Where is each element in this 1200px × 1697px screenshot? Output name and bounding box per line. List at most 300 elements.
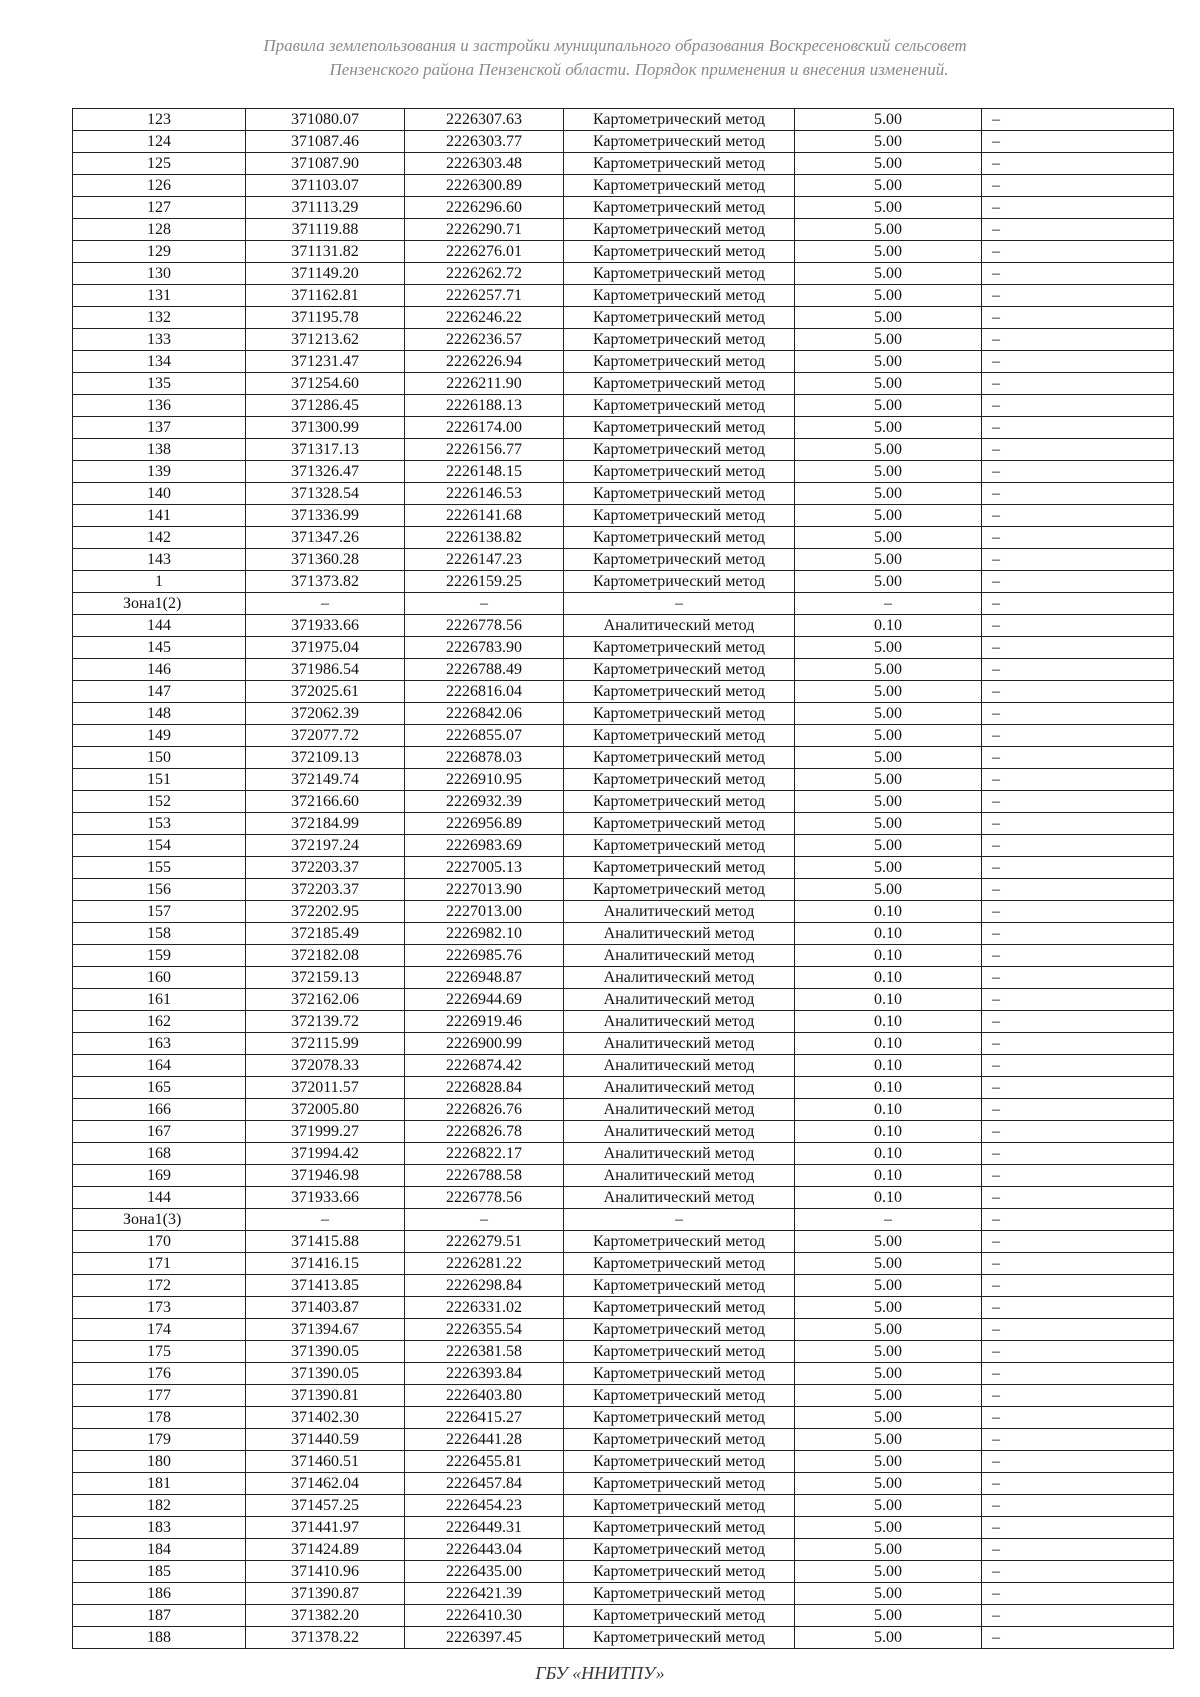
cell-y-coordinate: 2226300.89 bbox=[405, 175, 564, 197]
cell-note: – bbox=[982, 351, 1174, 373]
cell-note: – bbox=[982, 813, 1174, 835]
cell-note: – bbox=[982, 1495, 1174, 1517]
cell-point-number: 162 bbox=[73, 1011, 246, 1033]
cell-note: – bbox=[982, 1385, 1174, 1407]
cell-x-coordinate: 372166.60 bbox=[246, 791, 405, 813]
cell-accuracy: 5.00 bbox=[795, 307, 982, 329]
table-row bbox=[73, 1385, 1174, 1407]
cell-note: – bbox=[982, 219, 1174, 241]
cell-method: Аналитический метод bbox=[564, 1099, 795, 1121]
cell-y-coordinate: 2226303.48 bbox=[405, 153, 564, 175]
cell-point-number: 127 bbox=[73, 197, 246, 219]
cell-point-number: 156 bbox=[73, 879, 246, 901]
cell-x-coordinate: 371286.45 bbox=[246, 395, 405, 417]
cell-x-coordinate: 371254.60 bbox=[246, 373, 405, 395]
cell-note: – bbox=[982, 989, 1174, 1011]
cell-method: Аналитический метод bbox=[564, 1033, 795, 1055]
cell-method: Картометрический метод bbox=[564, 1275, 795, 1297]
cell-x-coordinate: – bbox=[246, 593, 405, 615]
table-row bbox=[73, 1275, 1174, 1297]
cell-x-coordinate: 371460.51 bbox=[246, 1451, 405, 1473]
cell-accuracy: 5.00 bbox=[795, 1407, 982, 1429]
cell-method: Картометрический метод bbox=[564, 1517, 795, 1539]
cell-x-coordinate: 372159.13 bbox=[246, 967, 405, 989]
cell-point-number: 176 bbox=[73, 1363, 246, 1385]
table-row bbox=[73, 263, 1174, 285]
cell-y-coordinate: 2226441.28 bbox=[405, 1429, 564, 1451]
cell-method: Картометрический метод bbox=[564, 1363, 795, 1385]
cell-method: Картометрический метод bbox=[564, 153, 795, 175]
cell-x-coordinate: 372011.57 bbox=[246, 1077, 405, 1099]
cell-note: – bbox=[982, 901, 1174, 923]
table-row bbox=[73, 395, 1174, 417]
cell-y-coordinate: 2226982.10 bbox=[405, 923, 564, 945]
table-row bbox=[73, 1451, 1174, 1473]
cell-accuracy: 5.00 bbox=[795, 197, 982, 219]
cell-accuracy: 5.00 bbox=[795, 505, 982, 527]
cell-y-coordinate: 2226778.56 bbox=[405, 615, 564, 637]
cell-point-number: 151 bbox=[73, 769, 246, 791]
cell-method: Картометрический метод bbox=[564, 285, 795, 307]
cell-point-number: 170 bbox=[73, 1231, 246, 1253]
cell-x-coordinate: 371975.04 bbox=[246, 637, 405, 659]
cell-point-number: 181 bbox=[73, 1473, 246, 1495]
cell-method: – bbox=[564, 593, 795, 615]
cell-method: Картометрический метод bbox=[564, 725, 795, 747]
cell-y-coordinate: – bbox=[405, 593, 564, 615]
cell-method: Картометрический метод bbox=[564, 241, 795, 263]
cell-x-coordinate: 372182.08 bbox=[246, 945, 405, 967]
cell-note: – bbox=[982, 659, 1174, 681]
cell-y-coordinate: 2226855.07 bbox=[405, 725, 564, 747]
cell-y-coordinate: 2226822.17 bbox=[405, 1143, 564, 1165]
cell-accuracy: 5.00 bbox=[795, 747, 982, 769]
cell-note: – bbox=[982, 747, 1174, 769]
cell-note: – bbox=[982, 967, 1174, 989]
cell-x-coordinate: 371080.07 bbox=[246, 109, 405, 131]
cell-method: Картометрический метод bbox=[564, 109, 795, 131]
cell-accuracy: 5.00 bbox=[795, 1495, 982, 1517]
cell-accuracy: 5.00 bbox=[795, 1253, 982, 1275]
cell-method: Картометрический метод bbox=[564, 1253, 795, 1275]
cell-y-coordinate: 2226828.84 bbox=[405, 1077, 564, 1099]
cell-method: Картометрический метод bbox=[564, 1605, 795, 1627]
cell-point-number: 163 bbox=[73, 1033, 246, 1055]
cell-note: – bbox=[982, 1077, 1174, 1099]
cell-note: – bbox=[982, 285, 1174, 307]
cell-method: Картометрический метод bbox=[564, 483, 795, 505]
cell-point-number: 125 bbox=[73, 153, 246, 175]
cell-accuracy: 5.00 bbox=[795, 1473, 982, 1495]
cell-point-number: 133 bbox=[73, 329, 246, 351]
cell-x-coordinate: 371390.81 bbox=[246, 1385, 405, 1407]
cell-y-coordinate: 2226147.23 bbox=[405, 549, 564, 571]
cell-y-coordinate: 2227013.00 bbox=[405, 901, 564, 923]
cell-y-coordinate: 2226148.15 bbox=[405, 461, 564, 483]
table-row bbox=[73, 351, 1174, 373]
cell-point-number: 172 bbox=[73, 1275, 246, 1297]
table-row bbox=[73, 637, 1174, 659]
table-row bbox=[73, 549, 1174, 571]
table-row bbox=[73, 197, 1174, 219]
cell-y-coordinate: 2226236.57 bbox=[405, 329, 564, 351]
cell-y-coordinate: 2226403.80 bbox=[405, 1385, 564, 1407]
cell-y-coordinate: 2226303.77 bbox=[405, 131, 564, 153]
cell-accuracy: 5.00 bbox=[795, 153, 982, 175]
cell-accuracy: 5.00 bbox=[795, 1275, 982, 1297]
cell-x-coordinate: 371347.26 bbox=[246, 527, 405, 549]
cell-x-coordinate: 371300.99 bbox=[246, 417, 405, 439]
cell-y-coordinate: 2226281.22 bbox=[405, 1253, 564, 1275]
cell-note: – bbox=[982, 549, 1174, 571]
cell-accuracy: 0.10 bbox=[795, 615, 982, 637]
cell-method: Картометрический метод bbox=[564, 879, 795, 901]
table-row bbox=[73, 813, 1174, 835]
cell-note: – bbox=[982, 1561, 1174, 1583]
cell-method: Картометрический метод bbox=[564, 791, 795, 813]
table-row bbox=[73, 1011, 1174, 1033]
table-row bbox=[73, 571, 1174, 593]
cell-x-coordinate: 372005.80 bbox=[246, 1099, 405, 1121]
cell-point-number: 154 bbox=[73, 835, 246, 857]
cell-y-coordinate: 2226159.25 bbox=[405, 571, 564, 593]
cell-x-coordinate: 371415.88 bbox=[246, 1231, 405, 1253]
cell-x-coordinate: 372109.13 bbox=[246, 747, 405, 769]
cell-note: – bbox=[982, 373, 1174, 395]
cell-method: Аналитический метод bbox=[564, 1077, 795, 1099]
cell-note: – bbox=[982, 1231, 1174, 1253]
cell-note: – bbox=[982, 417, 1174, 439]
cell-method: Картометрический метод bbox=[564, 1319, 795, 1341]
cell-y-coordinate: 2226138.82 bbox=[405, 527, 564, 549]
cell-method: Картометрический метод bbox=[564, 461, 795, 483]
cell-note: – bbox=[982, 1429, 1174, 1451]
cell-method: Картометрический метод bbox=[564, 329, 795, 351]
table-row bbox=[73, 835, 1174, 857]
table-row bbox=[73, 967, 1174, 989]
cell-method: Аналитический метод bbox=[564, 945, 795, 967]
cell-method: Картометрический метод bbox=[564, 417, 795, 439]
cell-y-coordinate: 2226919.46 bbox=[405, 1011, 564, 1033]
cell-accuracy: 5.00 bbox=[795, 1627, 982, 1649]
cell-note: – bbox=[982, 329, 1174, 351]
cell-y-coordinate: 2226226.94 bbox=[405, 351, 564, 373]
cell-note: – bbox=[982, 769, 1174, 791]
cell-x-coordinate: 371087.90 bbox=[246, 153, 405, 175]
cell-accuracy: 5.00 bbox=[795, 1385, 982, 1407]
cell-note: – bbox=[982, 109, 1174, 131]
cell-method: Картометрический метод bbox=[564, 395, 795, 417]
cell-point-number: 135 bbox=[73, 373, 246, 395]
cell-note: – bbox=[982, 1121, 1174, 1143]
cell-method: Аналитический метод bbox=[564, 901, 795, 923]
cell-y-coordinate: 2226826.78 bbox=[405, 1121, 564, 1143]
cell-y-coordinate: 2226174.00 bbox=[405, 417, 564, 439]
cell-x-coordinate: 371113.29 bbox=[246, 197, 405, 219]
table-row bbox=[73, 1187, 1174, 1209]
cell-point-number: 173 bbox=[73, 1297, 246, 1319]
cell-accuracy: 0.10 bbox=[795, 989, 982, 1011]
cell-point-number: 129 bbox=[73, 241, 246, 263]
cell-y-coordinate: 2226788.58 bbox=[405, 1165, 564, 1187]
cell-accuracy: 0.10 bbox=[795, 1121, 982, 1143]
cell-note: – bbox=[982, 483, 1174, 505]
table-row bbox=[73, 1627, 1174, 1649]
cell-accuracy: 5.00 bbox=[795, 571, 982, 593]
cell-y-coordinate: 2226842.06 bbox=[405, 703, 564, 725]
cell-method: Картометрический метод bbox=[564, 813, 795, 835]
cell-point-number: 158 bbox=[73, 923, 246, 945]
cell-x-coordinate: 371394.67 bbox=[246, 1319, 405, 1341]
cell-note: – bbox=[982, 241, 1174, 263]
table-row bbox=[73, 681, 1174, 703]
cell-y-coordinate: 2226983.69 bbox=[405, 835, 564, 857]
cell-x-coordinate: 371416.15 bbox=[246, 1253, 405, 1275]
cell-x-coordinate: 371317.13 bbox=[246, 439, 405, 461]
cell-point-number: 134 bbox=[73, 351, 246, 373]
cell-note: – bbox=[982, 725, 1174, 747]
table-row bbox=[73, 1495, 1174, 1517]
cell-x-coordinate: 371326.47 bbox=[246, 461, 405, 483]
cell-accuracy: 0.10 bbox=[795, 1077, 982, 1099]
page-footer: ГБУ «ННИТПУ» bbox=[535, 1663, 665, 1683]
cell-point-number: 167 bbox=[73, 1121, 246, 1143]
cell-point-number: 123 bbox=[73, 109, 246, 131]
cell-note: – bbox=[982, 307, 1174, 329]
cell-note: – bbox=[982, 593, 1174, 615]
cell-accuracy: 5.00 bbox=[795, 219, 982, 241]
cell-x-coordinate: 371373.82 bbox=[246, 571, 405, 593]
cell-method: Картометрический метод bbox=[564, 1583, 795, 1605]
cell-y-coordinate: 2226393.84 bbox=[405, 1363, 564, 1385]
cell-point-number: 159 bbox=[73, 945, 246, 967]
table-row bbox=[73, 1319, 1174, 1341]
cell-accuracy: 0.10 bbox=[795, 1165, 982, 1187]
cell-point-number: 180 bbox=[73, 1451, 246, 1473]
cell-y-coordinate: 2226878.03 bbox=[405, 747, 564, 769]
cell-point-number: 141 bbox=[73, 505, 246, 527]
cell-note: – bbox=[982, 1187, 1174, 1209]
cell-accuracy: 0.10 bbox=[795, 1099, 982, 1121]
cell-point-number: 166 bbox=[73, 1099, 246, 1121]
table-row bbox=[73, 1605, 1174, 1627]
cell-x-coordinate: 372078.33 bbox=[246, 1055, 405, 1077]
cell-accuracy: 5.00 bbox=[795, 1517, 982, 1539]
cell-method: Картометрический метод bbox=[564, 703, 795, 725]
header-line-2: Пензенского района Пензенской области. Порядок применения и внесения изменений. bbox=[329, 60, 949, 79]
cell-method: Картометрический метод bbox=[564, 351, 795, 373]
cell-x-coordinate: 371403.87 bbox=[246, 1297, 405, 1319]
cell-point-number: 148 bbox=[73, 703, 246, 725]
cell-x-coordinate: 371933.66 bbox=[246, 1187, 405, 1209]
cell-x-coordinate: 372149.74 bbox=[246, 769, 405, 791]
cell-x-coordinate: 372197.24 bbox=[246, 835, 405, 857]
cell-y-coordinate: 2226331.02 bbox=[405, 1297, 564, 1319]
cell-point-number: 139 bbox=[73, 461, 246, 483]
cell-x-coordinate: 371195.78 bbox=[246, 307, 405, 329]
cell-point-number: 171 bbox=[73, 1253, 246, 1275]
cell-point-number: 177 bbox=[73, 1385, 246, 1407]
cell-x-coordinate: 371087.46 bbox=[246, 131, 405, 153]
cell-x-coordinate: 371336.99 bbox=[246, 505, 405, 527]
cell-point-number: 178 bbox=[73, 1407, 246, 1429]
table-row bbox=[73, 109, 1174, 131]
cell-accuracy: 5.00 bbox=[795, 1429, 982, 1451]
table-row bbox=[73, 219, 1174, 241]
table-row bbox=[73, 879, 1174, 901]
cell-note: – bbox=[982, 1055, 1174, 1077]
cell-accuracy: 5.00 bbox=[795, 879, 982, 901]
cell-note: – bbox=[982, 1099, 1174, 1121]
cell-note: – bbox=[982, 175, 1174, 197]
cell-accuracy: 5.00 bbox=[795, 1319, 982, 1341]
cell-method: Картометрический метод bbox=[564, 549, 795, 571]
cell-y-coordinate: 2226421.39 bbox=[405, 1583, 564, 1605]
cell-y-coordinate: 2226778.56 bbox=[405, 1187, 564, 1209]
cell-accuracy: 5.00 bbox=[795, 417, 982, 439]
cell-y-coordinate: 2226956.89 bbox=[405, 813, 564, 835]
cell-note: – bbox=[982, 1165, 1174, 1187]
cell-point-number: 165 bbox=[73, 1077, 246, 1099]
cell-x-coordinate: 372062.39 bbox=[246, 703, 405, 725]
coordinates-table-body bbox=[73, 109, 1174, 1649]
cell-y-coordinate: 2226948.87 bbox=[405, 967, 564, 989]
cell-method: Картометрический метод bbox=[564, 769, 795, 791]
cell-method: Картометрический метод bbox=[564, 1495, 795, 1517]
cell-method: Картометрический метод bbox=[564, 857, 795, 879]
cell-y-coordinate: 2226932.39 bbox=[405, 791, 564, 813]
cell-note: – bbox=[982, 637, 1174, 659]
table-row bbox=[73, 857, 1174, 879]
cell-y-coordinate: 2226435.00 bbox=[405, 1561, 564, 1583]
table-row bbox=[73, 417, 1174, 439]
cell-point-number: 136 bbox=[73, 395, 246, 417]
cell-y-coordinate: 2226449.31 bbox=[405, 1517, 564, 1539]
cell-x-coordinate: 372185.49 bbox=[246, 923, 405, 945]
cell-point-number: 169 bbox=[73, 1165, 246, 1187]
cell-point-number: 137 bbox=[73, 417, 246, 439]
cell-method: Картометрический метод bbox=[564, 1385, 795, 1407]
cell-accuracy: 5.00 bbox=[795, 1363, 982, 1385]
cell-point-number: 186 bbox=[73, 1583, 246, 1605]
table-row bbox=[73, 1341, 1174, 1363]
cell-point-number: 168 bbox=[73, 1143, 246, 1165]
cell-point-number: Зона1(2) bbox=[73, 593, 246, 615]
table-row bbox=[73, 307, 1174, 329]
cell-method: Картометрический метод bbox=[564, 131, 795, 153]
cell-accuracy: 5.00 bbox=[795, 285, 982, 307]
cell-note: – bbox=[982, 1011, 1174, 1033]
cell-point-number: 157 bbox=[73, 901, 246, 923]
cell-method: Картометрический метод bbox=[564, 681, 795, 703]
cell-note: – bbox=[982, 681, 1174, 703]
cell-x-coordinate: 371378.22 bbox=[246, 1627, 405, 1649]
cell-y-coordinate: 2226381.58 bbox=[405, 1341, 564, 1363]
cell-accuracy: 0.10 bbox=[795, 923, 982, 945]
cell-y-coordinate: 2226290.71 bbox=[405, 219, 564, 241]
cell-note: – bbox=[982, 439, 1174, 461]
cell-point-number: 132 bbox=[73, 307, 246, 329]
cell-accuracy: 5.00 bbox=[795, 483, 982, 505]
cell-method: Картометрический метод bbox=[564, 263, 795, 285]
cell-method: Аналитический метод bbox=[564, 1055, 795, 1077]
cell-y-coordinate: 2226296.60 bbox=[405, 197, 564, 219]
cell-y-coordinate: 2226355.54 bbox=[405, 1319, 564, 1341]
cell-y-coordinate: 2226874.42 bbox=[405, 1055, 564, 1077]
cell-x-coordinate: 371462.04 bbox=[246, 1473, 405, 1495]
cell-y-coordinate: 2226188.13 bbox=[405, 395, 564, 417]
cell-x-coordinate: 372139.72 bbox=[246, 1011, 405, 1033]
cell-accuracy: 5.00 bbox=[795, 329, 982, 351]
cell-method: Аналитический метод bbox=[564, 967, 795, 989]
cell-method: Аналитический метод bbox=[564, 1011, 795, 1033]
cell-x-coordinate: 372202.95 bbox=[246, 901, 405, 923]
table-row bbox=[73, 747, 1174, 769]
cell-note: – bbox=[982, 1605, 1174, 1627]
cell-y-coordinate: 2227005.13 bbox=[405, 857, 564, 879]
cell-y-coordinate: 2226944.69 bbox=[405, 989, 564, 1011]
cell-y-coordinate: 2226156.77 bbox=[405, 439, 564, 461]
cell-x-coordinate: 371994.42 bbox=[246, 1143, 405, 1165]
cell-note: – bbox=[982, 153, 1174, 175]
cell-point-number: 174 bbox=[73, 1319, 246, 1341]
cell-y-coordinate: 2226146.53 bbox=[405, 483, 564, 505]
cell-x-coordinate: 372184.99 bbox=[246, 813, 405, 835]
cell-method: Картометрический метод bbox=[564, 1627, 795, 1649]
cell-point-number: 152 bbox=[73, 791, 246, 813]
cell-point-number: 160 bbox=[73, 967, 246, 989]
cell-y-coordinate: 2226141.68 bbox=[405, 505, 564, 527]
cell-note: – bbox=[982, 1209, 1174, 1231]
cell-note: – bbox=[982, 615, 1174, 637]
table-row bbox=[73, 901, 1174, 923]
cell-accuracy: 5.00 bbox=[795, 637, 982, 659]
cell-x-coordinate: 371149.20 bbox=[246, 263, 405, 285]
cell-y-coordinate: 2226985.76 bbox=[405, 945, 564, 967]
cell-x-coordinate: 371440.59 bbox=[246, 1429, 405, 1451]
cell-accuracy: 5.00 bbox=[795, 527, 982, 549]
cell-x-coordinate: 371119.88 bbox=[246, 219, 405, 241]
cell-x-coordinate: 371424.89 bbox=[246, 1539, 405, 1561]
cell-note: – bbox=[982, 1033, 1174, 1055]
cell-x-coordinate: 372162.06 bbox=[246, 989, 405, 1011]
cell-method: Картометрический метод bbox=[564, 1297, 795, 1319]
table-row bbox=[73, 769, 1174, 791]
cell-method: Картометрический метод bbox=[564, 1561, 795, 1583]
cell-note: – bbox=[982, 857, 1174, 879]
table-row bbox=[73, 505, 1174, 527]
cell-y-coordinate: 2226783.90 bbox=[405, 637, 564, 659]
cell-method: Картометрический метод bbox=[564, 175, 795, 197]
cell-x-coordinate: 372203.37 bbox=[246, 857, 405, 879]
table-row bbox=[73, 1517, 1174, 1539]
table-row bbox=[73, 329, 1174, 351]
cell-accuracy: 5.00 bbox=[795, 175, 982, 197]
cell-method: Аналитический метод bbox=[564, 1187, 795, 1209]
cell-x-coordinate: 371413.85 bbox=[246, 1275, 405, 1297]
cell-point-number: 182 bbox=[73, 1495, 246, 1517]
cell-y-coordinate: 2226211.90 bbox=[405, 373, 564, 395]
cell-method: Картометрический метод bbox=[564, 439, 795, 461]
cell-note: – bbox=[982, 791, 1174, 813]
cell-point-number: 179 bbox=[73, 1429, 246, 1451]
cell-y-coordinate: 2226276.01 bbox=[405, 241, 564, 263]
cell-method: Картометрический метод bbox=[564, 373, 795, 395]
cell-accuracy: 0.10 bbox=[795, 1187, 982, 1209]
cell-x-coordinate: – bbox=[246, 1209, 405, 1231]
cell-point-number: 130 bbox=[73, 263, 246, 285]
cell-point-number: 164 bbox=[73, 1055, 246, 1077]
